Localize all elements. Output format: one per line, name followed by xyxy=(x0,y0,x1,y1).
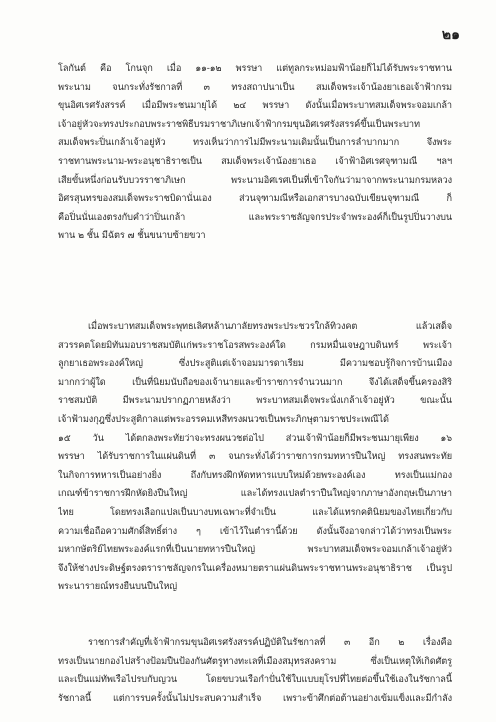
text-line: ๑๕ วัน ได้ตกลงพระทัยว่าจะทรงผนวชต่อไป ส่วนเจ้าฟ้าน้อยก็มีพระชนมายุเพียง ๑๖ xyxy=(58,432,452,444)
paragraph-2 xyxy=(58,318,452,597)
text-line: ในกิจการทหารเป็นอย่างยิ่ง ถึงกับทรงฝึกหัดทหารแบบใหม่ด้วยพระองค์เอง ทรงเป็นแม่กอง xyxy=(58,469,452,481)
text-line: จึงให้ช่างประดิษฐ์ตรงตราราชลัญจกรในเครื่องหมายตราแผ่นดินพระราชทานพระอนุชาธิราช เป็นรูป xyxy=(58,562,452,574)
text-line: ราชการสำคัญที่เจ้าฟ้ากรมขุนอิศเรศรังสรรค์ปฏิบัติในรัชกาลที่ ๓ อีก ๒ เรื่องคือ xyxy=(88,637,452,648)
text-line: ขุนอิศเรศรังสรรค์ เมื่อมีพระชนมายุได้ ๒๔ พรรษา ดังนั้นเมื่อพระบาทสมเด็จพระจอมเกล้า xyxy=(58,100,452,112)
page-number: ๒๑ xyxy=(441,27,460,43)
text-line: พระนาม จนกระทั่งรัชกาลที่ ๓ ทรงสถาปนาเป็น สมเด็จพระเจ้าน้องยาเธอเจ้าฟ้ากรม xyxy=(58,81,452,93)
text-line: รัชกาลนี้ แต่การรบครั้งนั้นไม่ประสบความสำเร็จ เพราะข้าศึกต่อต้านอย่างเข้มแข็งและมีกำลัง xyxy=(58,692,452,704)
text-line: สวรรคตโดยมิทันมอบราชสมบัติแก่พระราชโอรสพระองค์ใด กรมหมื่นเจษฎาบดินทร์ พระเจ้า xyxy=(58,339,452,351)
text-line: และเป็นแม่ทัพเรือไปรบกับญวน โดยขบวนเรือกำปั่นใช้ใบแบบยุโรปที่ไทยต่อขึ้นใช้เองในรัชกาลนี้ xyxy=(58,674,452,686)
text-line: ลูกยาเธอพระองค์ใหญ่ ซึ่งประสูติแต่เจ้าจอมมารดาเรียม มีความชอบรู้กิจการบ้านเมือง xyxy=(58,358,452,370)
text-line: ทรงเป็นนายกองไปสร้างป้อมปืนป้องกันศัตรูทางทะเลที่เมืองสมุทรสงคราม ซึ่งเป็นเหตุให้เกิดศัตรู xyxy=(58,655,452,667)
text-line: คือปิ่นนั่นเองตรงกับคำว่าปิ่นเกล้า และพระราชลัญจกรประจำพระองค์ก็เป็นรูปปิ่นวางบน xyxy=(58,211,452,223)
text-line: สมเด็จพระปิ่นเกล้าเจ้าอยู่หัว ทรงเห็นว่าการไม่มีพระนามเดิมนั้นเป็นการลำบากมาก จึงพระ xyxy=(58,137,452,149)
text-line: มหากษัตริย์ไทยพระองค์แรกที่เป็นนายทหารปืนใหญ่ พระบาทสมเด็จพระจอมเกล้าเจ้าอยู่หัว xyxy=(58,544,452,556)
text-line: เจ้าฟ้ามงกุฎซึ่งประสูติกาลแต่พระอรรคมเหสีทรงผนวชเป็นพระภิกษุตามราชประเพณีได้ xyxy=(58,413,389,425)
text-line: เกณฑ์ข้าราชการฝึกหัดยิงปืนใหญ่ และได้ทรงแปลตำราปืนใหญ่จากภาษาอังกฤษเป็นภาษา xyxy=(58,488,452,500)
text-line: เมื่อพระบาทสมเด็จพระพุทธเลิศหล้านภาลัยทรงพระประชวรใกล้ทิวงคต แล้วเสด็จ xyxy=(88,321,452,332)
text-line: มากกว่าผู้ใด เป็นที่นิยมนับถือของเจ้านายและข้าราชการจำนวนมาก จึงได้เสด็จขึ้นครองสิริ xyxy=(58,376,452,388)
paragraph-1 xyxy=(58,60,452,246)
paragraph-3 xyxy=(58,634,452,708)
text-line: ราชสมบัติ มีพระนามปรากฏภายหลังว่า พระบาทสมเด็จพระนั่งเกล้าเจ้าอยู่หัว ขณะนั้น xyxy=(58,395,452,407)
text-line: เจ้าอยู่หัวจะทรงประกอบพระราชพิธีบรมราชาภิเษกเจ้าฟ้ากรมขุนอิศเรศรังสรรค์ขึ้นเป็นพระบาท xyxy=(58,118,420,130)
text-line: อิศรสุนทรของสมเด็จพระราชบิดานั่นเอง ส่วนจุฑามณีหรือเอกสารบางฉบับเขียนจุฑามณี ก็ xyxy=(58,193,452,205)
text-line: ไทย โดยทรงเลือกแปลเป็นบางบทเฉพาะที่จำเป็น และได้แทรกคตินิยมของไทยเกี่ยวกับ xyxy=(58,506,452,518)
text-line: ราชทานพระนาม-พระอนุชาธิราชเป็น สมเด็จพระเจ้าน้องยาเธอ เจ้าฟ้าอิศเรศจุฑามณี ฯลฯ xyxy=(58,155,452,167)
text-line: โลกันต์ คือ โกนจุก เมื่อ ๑๑-๑๒ พรรษา แต่ทูลกระหม่อมฟ้าน้อยก็ไม่ได้รับพระราชทาน xyxy=(58,63,452,74)
text-line: ความเชื่อถือความศักดิ์สิทธิ์ต่าง ๆ เข้าไว้ในตำรานี้ด้วย ดังนั้นจึงอาจกล่าวได้ว่าทรงเป็นพระ xyxy=(58,525,452,537)
text-line: พาน ๒ ชั้น มีฉัตร ๗ ชั้นขนาบซ้ายขวา xyxy=(58,230,206,242)
text-line: พระนารายณ์ทรงยืนบนปืนใหญ่ xyxy=(58,581,178,593)
text-line: พรรษา ได้รับราชการในแผ่นดินที่ ๓ จนกระทั่งได้ว่าราชการกรมทหารปืนใหญ่ ทรงสนพระทัย xyxy=(58,451,452,463)
text-line: เสียขั้นหนึ่งก่อนรับบวรราชาภิเษก พระนามอิศเรศเป็นที่เข้าใจกันว่ามาจากพระนามกรมหลวง xyxy=(58,174,452,186)
